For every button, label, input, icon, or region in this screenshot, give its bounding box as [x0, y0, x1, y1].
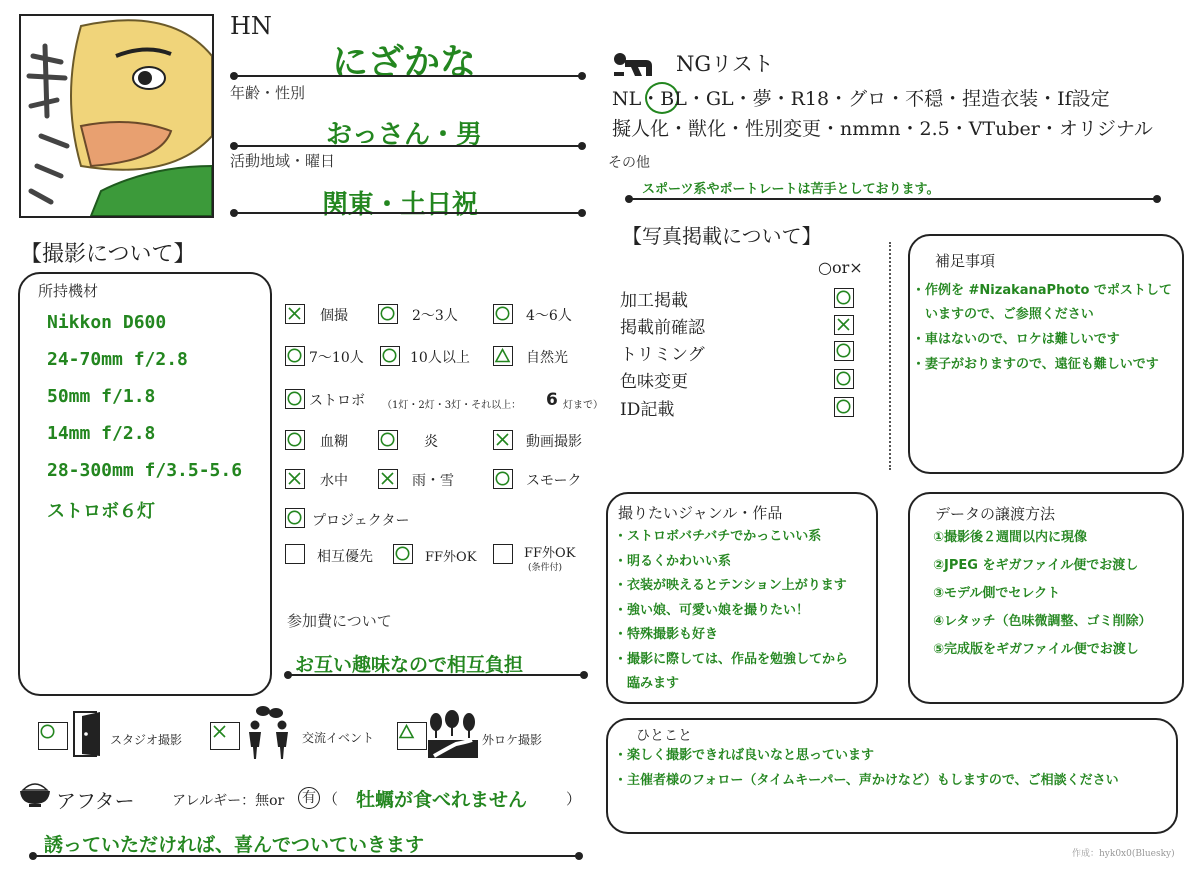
option-label: FF外OK [524, 546, 576, 561]
circle-mark-icon [835, 370, 852, 387]
equipment-label: 所持機材 [38, 282, 99, 300]
age-underline [233, 145, 583, 147]
notes-item: いますので、ご参照ください [912, 307, 1094, 322]
ng-other-underline [628, 198, 1158, 200]
hn-label: HN [230, 12, 272, 40]
checkbox-kojin[interactable] [285, 304, 305, 324]
circle-mark-icon [379, 431, 396, 448]
area-value: 関東・土日祝 [322, 190, 479, 220]
checkbox-flame[interactable] [378, 430, 398, 450]
photo-row-checkbox[interactable] [834, 397, 854, 417]
photo-row-checkbox[interactable] [834, 315, 854, 335]
checkbox-seven-ten[interactable] [285, 346, 305, 366]
event-label: 外ロケ撮影 [482, 733, 543, 747]
kneeling-person-icon [612, 52, 658, 78]
allergy-label: アレルギー：無or [172, 793, 285, 809]
checkbox-natural-light[interactable] [493, 346, 513, 366]
option-label: 水中 [320, 473, 348, 489]
genre-item: ・強い娘、可愛い娘を撮りたい！ [614, 603, 810, 618]
people-talking-icon [242, 703, 296, 759]
event-label: スタジオ撮影 [110, 733, 183, 747]
checkbox-ten-plus[interactable] [380, 346, 400, 366]
checkbox-rain-snow[interactable] [378, 469, 398, 489]
photo-row-checkbox[interactable] [834, 288, 854, 308]
fee-label: 参加費について [287, 612, 392, 630]
circle-mark-icon [394, 545, 411, 562]
option-label: 4〜6人 [526, 308, 572, 324]
triangle-mark-icon [494, 347, 511, 364]
circle-mark-icon [494, 470, 511, 487]
circle-mark-icon [835, 398, 852, 415]
option-label: FF外OK [425, 550, 477, 565]
genre-item: 臨みます [614, 676, 680, 691]
circle-mark-icon [286, 390, 303, 407]
genre-title: 撮りたいジャンル・作品 [618, 504, 783, 522]
checkbox-underwater[interactable] [285, 469, 305, 489]
photo-row-label: 色味変更 [620, 372, 688, 392]
cross-mark-icon [286, 470, 303, 487]
genre-item: ・撮影に際しては、作品を勉強してから [614, 652, 849, 667]
door-icon [70, 710, 104, 758]
comment-item: ・楽しく撮影できれば良いなと思っています [614, 748, 875, 763]
strobe-note: 灯まで） [563, 400, 603, 411]
allergy-paren-open: （ [323, 790, 339, 808]
delivery-item: ③モデル側でセレクト [933, 586, 1061, 601]
delivery-title: データの譲渡方法 [935, 505, 1056, 523]
option-label: 炎 [424, 434, 438, 450]
cross-mark-icon [211, 723, 228, 740]
fish-illustration [21, 16, 212, 216]
photo-row-label: 掲載前確認 [620, 318, 705, 338]
genre-item: ・ストロボバチバチでかっこいい系 [614, 529, 822, 544]
after-underline [32, 855, 580, 857]
notes-item: ・車はないので、ロケは難しいです [912, 332, 1120, 347]
area-label: 活動地域・曜日 [230, 152, 336, 170]
dotted-divider [889, 242, 891, 470]
option-label: 血糊 [320, 434, 348, 450]
triangle-mark-icon [398, 723, 415, 740]
option-sublabel: (条件付) [528, 563, 563, 573]
circle-mark-icon [381, 347, 398, 364]
checkbox-four-six[interactable] [493, 304, 513, 324]
equipment-item: 28-300mm f/3.5-5.6 [47, 460, 243, 481]
allergy-value: 牡蠣が食べれません [356, 789, 528, 811]
checkbox-video[interactable] [493, 430, 513, 450]
option-label: 7〜10人 [309, 350, 364, 366]
delivery-item: ④レタッチ（色味微調整、ゴミ削除） [933, 614, 1152, 629]
checkbox-projector[interactable] [285, 508, 305, 528]
option-label: ストロボ [309, 393, 365, 409]
checkbox-location[interactable] [397, 722, 427, 750]
cross-mark-icon [494, 431, 511, 448]
rice-bowl-icon [18, 780, 52, 808]
equipment-item: 24-70mm f/2.8 [47, 349, 188, 370]
photo-legend: ○or× [818, 258, 863, 277]
option-label: スモーク [526, 473, 582, 489]
circle-mark-icon [286, 431, 303, 448]
option-label: 動画撮影 [526, 434, 582, 450]
circle-mark-icon [286, 509, 303, 526]
hn-underline [233, 75, 583, 77]
avatar [19, 14, 214, 218]
circle-mark-icon [835, 289, 852, 306]
checkbox-two-three[interactable] [378, 304, 398, 324]
ng-line-2: 擬人化・獣化・性別変更・nmmn・2.5・VTuber・オリジナル [612, 118, 1153, 140]
checkbox-blood[interactable] [285, 430, 305, 450]
circle-mark-icon [39, 723, 56, 740]
notes-item: ・作例を #NizakanaPhoto でポストして [912, 283, 1172, 298]
photo-row-label: トリミング [620, 345, 705, 365]
checkbox-strobe[interactable] [285, 389, 305, 409]
after-value: 誘っていただければ、喜んでついていきます [44, 834, 425, 856]
circle-mark-icon [286, 347, 303, 364]
option-label: 2〜3人 [412, 308, 458, 324]
ng-other-label: その他 [608, 155, 650, 171]
ng-line-1: NL・BL・GL・夢・R18・グロ・不穏・捏造衣装・If設定 [612, 88, 1110, 110]
circle-mark-icon [835, 342, 852, 359]
delivery-item: ②JPEG をギガファイル便でお渡し [933, 558, 1139, 573]
genre-item: ・特殊撮影も好き [614, 627, 719, 642]
credit: 作成：hyk0x0(Bluesky) [1072, 849, 1175, 859]
option-label: 個撮 [320, 308, 348, 324]
equipment-box [18, 272, 272, 696]
checkbox-smoke[interactable] [493, 469, 513, 489]
ng-title: NGリスト [676, 52, 774, 76]
strobe-count: 6 [546, 390, 558, 410]
option-label: プロジェクター [312, 513, 410, 529]
trees-path-icon [428, 710, 478, 758]
cross-mark-icon [286, 305, 303, 322]
checkbox-ff-out-cond[interactable] [493, 544, 513, 564]
equipment-item: ストロボ６灯 [47, 501, 155, 522]
equipment-item: Nikkon D600 [47, 312, 167, 333]
delivery-item: ⑤完成版をギガファイル便でお渡し [933, 642, 1139, 657]
checkbox-ff-out[interactable] [393, 544, 413, 564]
circle-mark-icon [494, 305, 511, 322]
ng-other-value: スポーツ系やポートレートは苦手としております。 [642, 182, 940, 197]
photo-row-checkbox[interactable] [834, 341, 854, 361]
checkbox-mutual[interactable] [285, 544, 305, 564]
comment-title: ひとこと [636, 728, 692, 744]
circle-mark-icon [379, 305, 396, 322]
fee-value: お互い趣味なので相互負担 [295, 654, 524, 676]
notes-title: 補足事項 [935, 252, 996, 270]
equipment-item: 50mm f/1.8 [47, 386, 156, 407]
photo-title: 【写真掲載について】 [622, 224, 822, 248]
shooting-title: 【撮影について】 [20, 242, 196, 267]
event-label: 交流イベント [302, 731, 375, 745]
option-label: 10人以上 [410, 350, 470, 366]
after-label: アフター [56, 789, 135, 813]
age-value: おっさん・男 [326, 120, 483, 150]
comment-item: ・主催者様のフォロー（タイムキーパー、声かけなど）もしますので、ご相談ください [614, 773, 1119, 788]
cross-mark-icon [835, 316, 852, 333]
genre-item: ・明るくかわいい系 [614, 554, 732, 569]
area-underline [233, 212, 583, 214]
checkbox-studio[interactable] [38, 722, 68, 750]
photo-row-label: 加工掲載 [620, 291, 688, 311]
strobe-note: （1灯・2灯・3灯・それ以上： [382, 400, 522, 411]
photo-row-label: ID記載 [620, 400, 675, 420]
notes-item: ・妻子がおりますので、遠征も難しいです [912, 357, 1159, 372]
allergy-paren-close: ） [566, 790, 582, 808]
genre-item: ・衣装が映えるとテンション上がります [614, 578, 847, 593]
photo-row-checkbox[interactable] [834, 369, 854, 389]
option-label: 自然光 [526, 350, 568, 366]
age-label: 年齢・性別 [230, 84, 306, 102]
fee-underline [287, 674, 585, 676]
option-label: 相互優先 [317, 549, 373, 565]
hn-value: にざかな [332, 42, 477, 83]
checkbox-exchange[interactable] [210, 722, 240, 750]
delivery-item: ①撮影後２週間以内に現像 [933, 530, 1088, 545]
cross-mark-icon [379, 470, 396, 487]
allergy-selected: 有 [298, 787, 320, 809]
equipment-item: 14mm f/2.8 [47, 423, 156, 444]
option-label: 雨・雪 [412, 473, 454, 489]
